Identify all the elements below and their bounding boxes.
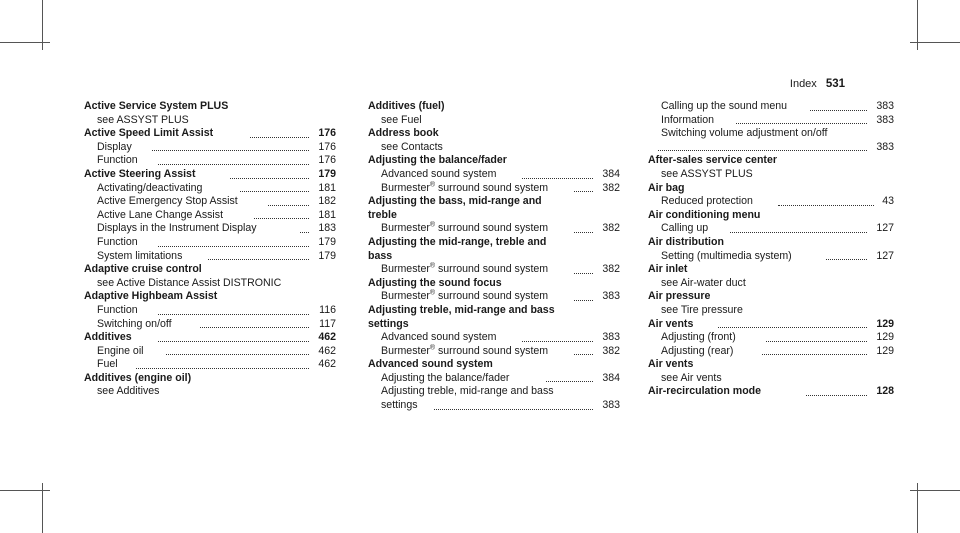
index-subentry [84,209,336,223]
entry-text: Adjusting the sound focus [368,276,502,289]
page-header [790,78,845,90]
index-subentry [368,372,620,386]
entry-text: Display [97,140,132,153]
index-subentry [648,127,894,141]
index-subentry [84,358,336,372]
entry-text: Advanced sound system [381,167,497,180]
page-reference: 179 [318,235,336,248]
index-subentry [84,195,336,209]
index-subentry [648,114,894,128]
entry-text: Adaptive cruise control [84,263,202,276]
entry-text: Active Lane Change Assist [97,208,224,221]
page-reference: 181 [318,208,336,221]
entry-text: Air vents [648,358,694,371]
registered-mark: ® [429,289,436,297]
index-entry [368,127,620,141]
entry-text: Function [97,303,138,316]
registered-mark: ® [429,344,436,352]
entry-text: see Air vents [661,371,722,384]
index-subentry [368,222,620,236]
index-subentry [368,399,620,413]
index-subentry [368,345,620,359]
entry-text: Active Emergency Stop Assist [97,195,238,208]
index-subentry [84,182,336,196]
entry-text: Active Service System PLUS [84,100,229,112]
index-subentry [368,263,620,277]
page-reference: 179 [318,167,336,180]
page-reference: 182 [318,195,336,208]
index-column-3 [648,100,894,399]
page-reference: 176 [318,127,336,140]
page-reference: 382 [602,263,620,276]
entry-text: Adjusting the bass, mid-range and [368,195,542,208]
entry-text: see ASSYST PLUS [661,167,753,180]
crop-mark [910,490,960,491]
entry-text: Engine oil [97,344,144,357]
entry-text: Adjusting the mid-range, treble and [368,235,547,248]
index-entry [368,195,620,209]
entry-text: see Contacts [381,140,443,153]
page-reference: 129 [876,331,894,344]
index-entry [368,100,620,114]
index-subentry [648,277,894,291]
page-reference: 462 [318,331,336,344]
entry-text: Adjusting treble, mid-range and bass [381,385,554,398]
entry-text: Function [97,235,138,248]
entry-text-rest: surround sound system [435,181,549,194]
index-subentry [368,114,620,128]
page-reference: 384 [602,371,620,384]
entry-text: Fuel [97,358,118,371]
index-entry [648,358,894,372]
index-subentry [648,222,894,236]
index-entry [648,385,894,399]
index-entry [368,154,620,168]
page-reference: 116 [319,303,336,316]
index-entry [648,318,894,332]
entry-text: Air vents [648,317,694,330]
index-subentry [648,195,894,209]
entry-text: see Air-water duct [661,276,746,289]
index-entry [368,209,620,223]
entry-text: Switching volume adjustment on/off [661,127,828,140]
entry-text: Additives (fuel) [368,100,445,112]
entry-text: settings [381,399,418,412]
index-entry [648,209,894,223]
entry-text: Additives [84,331,132,344]
index-column-1 [84,100,336,399]
page-reference: 127 [876,222,894,235]
index-subentry [368,385,620,399]
index-entry [84,263,336,277]
index-subentry [84,385,336,399]
entry-text: Burmester [381,181,430,194]
entry-text: Adjusting (rear) [661,344,734,357]
page-number: 531 [825,78,845,90]
page-reference: 179 [318,249,336,262]
page-reference: 382 [602,344,620,357]
crop-mark [910,42,960,43]
entry-text: Reduced protection [661,195,753,208]
entry-text: Calling up [661,222,709,235]
index-subentry [648,304,894,318]
page-reference: 176 [318,154,336,167]
index-entry [84,290,336,304]
index-entry [368,358,620,372]
page-reference: 462 [318,358,336,371]
entry-text: Switching on/off [97,317,172,330]
entry-text: Burmester [381,222,430,235]
index-subentry [368,141,620,155]
entry-text: see Fuel [381,113,422,126]
entry-text-rest: surround sound system [435,263,549,276]
page-reference: 383 [876,113,894,126]
index-subentry [84,236,336,250]
page-reference: 129 [876,317,894,330]
entry-text: Air pressure [648,290,711,303]
index-entry [84,372,336,386]
page-reference: 383 [876,100,894,112]
entry-text: Calling up the sound menu [661,100,788,112]
index-entry [368,277,620,291]
index-subentry [84,318,336,332]
entry-text: Address book [368,127,439,140]
index-entry [368,236,620,250]
entry-text: Advanced sound system [381,331,497,344]
index-entry [368,250,620,264]
entry-text: see Additives [97,385,160,398]
entry-text: bass [368,249,393,262]
entry-text: Information [661,113,714,126]
entry-text: treble [368,208,397,221]
index-subentry [84,141,336,155]
entry-text: Adjusting the balance/fader [381,371,510,384]
entry-text: settings [368,317,409,330]
page-reference: 383 [876,140,894,153]
index-subentry [648,372,894,386]
entry-text: Burmester [381,344,430,357]
entry-text: Air distribution [648,235,724,248]
index-subentry [84,304,336,318]
entry-text: see Active Distance Assist DISTRONIC [97,276,282,289]
index-entry [648,290,894,304]
index-subentry [368,331,620,345]
entry-text: Active Speed Limit Assist [84,127,214,140]
entry-text: Adjusting the balance/fader [368,154,507,167]
entry-text: Adaptive Highbeam Assist [84,290,218,303]
entry-text: Function [97,154,138,167]
entry-text: Air-recirculation mode [648,385,762,398]
entry-text: Active Steering Assist [84,167,196,180]
entry-text: see ASSYST PLUS [97,113,189,126]
page-reference: 383 [602,399,620,412]
index-entry [648,236,894,250]
index-entry [84,127,336,141]
page-reference: 382 [602,181,620,194]
section-title: Index [789,78,817,90]
page-reference: 183 [318,222,336,235]
entry-text: Adjusting (front) [661,331,736,344]
page-reference: 462 [318,344,336,357]
entry-text: System limitations [97,249,183,262]
page-reference: 383 [602,331,620,344]
entry-text-rest: surround sound system [435,222,549,235]
index-subentry [368,290,620,304]
page-reference: 176 [318,140,336,153]
page-reference: 384 [602,167,620,180]
page-reference: 383 [602,290,620,303]
crop-mark [0,490,50,491]
index-entry [84,168,336,182]
index-column-2 [368,100,620,413]
entry-text: Air inlet [648,263,688,276]
index-subentry [368,182,620,196]
page-reference: 129 [876,344,894,357]
index-subentry [648,250,894,264]
index-subentry [84,114,336,128]
entry-text: Air bag [648,181,685,194]
index-entry [368,304,620,318]
index-subentry [84,277,336,291]
page-reference: 43 [882,195,894,208]
index-entry [648,263,894,277]
index-subentry [648,331,894,345]
index-subentry [84,222,336,236]
entry-text: see Tire pressure [661,303,743,316]
entry-text: Adjusting treble, mid-range and bass [368,303,555,316]
index-subentry [84,250,336,264]
index-entry [84,100,336,114]
index-entry [648,182,894,196]
index-entry [368,318,620,332]
entry-text: Advanced sound system [368,358,493,371]
registered-mark: ® [429,221,436,229]
index-subentry [84,345,336,359]
entry-text: Burmester [381,263,430,276]
index-entry [84,331,336,345]
index-subentry [648,141,894,155]
entry-text: Air conditioning menu [648,208,761,221]
index-subentry [648,100,894,114]
index-subentry [368,168,620,182]
page-reference: 128 [876,385,894,398]
index-subentry [648,345,894,359]
entry-text: Additives (engine oil) [84,371,192,384]
entry-text: Burmester [381,290,430,303]
index-subentry [84,154,336,168]
registered-mark: ® [429,262,436,270]
entry-text-rest: surround sound system [435,344,549,357]
registered-mark: ® [429,181,436,189]
crop-mark [0,42,50,43]
entry-text: After-sales service center [648,154,777,167]
page-reference: 382 [602,222,620,235]
entry-text: Displays in the Instrument Display [97,222,257,235]
page-reference: 127 [876,249,894,262]
index-subentry [648,168,894,182]
entry-text: Setting (multimedia system) [661,249,792,262]
entry-text-rest: surround sound system [435,290,549,303]
index-entry [648,154,894,168]
page-reference: 117 [319,317,336,330]
page-reference: 181 [318,181,336,194]
entry-text: Activating/deactivating [97,181,203,194]
